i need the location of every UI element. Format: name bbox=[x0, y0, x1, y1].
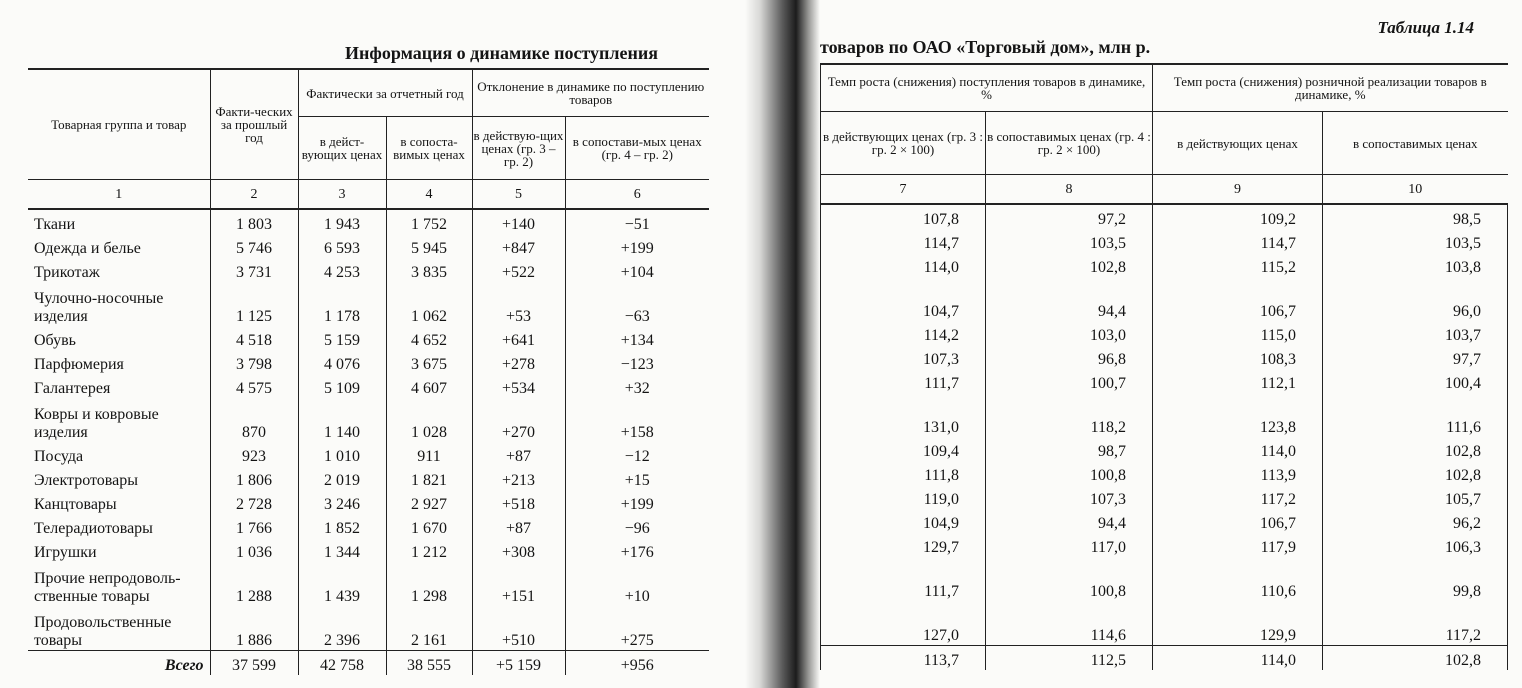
value-c2: 3 731 bbox=[210, 258, 298, 282]
value-c4: 1 298 bbox=[386, 562, 472, 606]
value-c5: +278 bbox=[472, 350, 565, 374]
value-c5: +213 bbox=[472, 466, 565, 490]
value-c6: −12 bbox=[624, 448, 650, 465]
value-c9: 106,7 bbox=[1153, 277, 1323, 321]
value-c8: 103,5 bbox=[986, 229, 1153, 253]
total-c2: 37 599 bbox=[210, 651, 298, 676]
product-name: Телерадиотовары bbox=[28, 514, 210, 538]
table-row bbox=[28, 234, 709, 258]
right-table-body bbox=[821, 204, 1508, 670]
value-c2: 1 766 bbox=[210, 514, 298, 538]
header-growth-retail: Темп роста (снижения) розничной реализации товаров в динамике, % bbox=[1153, 64, 1508, 112]
value-c8: 103,0 bbox=[986, 321, 1153, 345]
value-c6: −51 bbox=[624, 216, 650, 233]
value-c7: 114,0 bbox=[821, 253, 986, 277]
value-c9: 123,8 bbox=[1153, 393, 1323, 437]
value-c9: 113,9 bbox=[1153, 461, 1323, 485]
value-c3: 1 140 bbox=[298, 398, 386, 442]
col-number-2: 2 bbox=[210, 180, 298, 210]
product-name: Ковры и ковровые изделия bbox=[28, 398, 210, 442]
value-c4: 1 028 bbox=[386, 398, 472, 442]
value-c10: 98,5 bbox=[1323, 204, 1508, 229]
table-row bbox=[28, 282, 709, 326]
value-c10: 102,8 bbox=[1323, 437, 1508, 461]
value-c4: 1 062 bbox=[386, 282, 472, 326]
table-row bbox=[821, 253, 1508, 277]
value-c3: 1 439 bbox=[298, 562, 386, 606]
value-c5: +53 bbox=[472, 282, 565, 326]
value-c3: 2 019 bbox=[298, 466, 386, 490]
value-c3: 2 396 bbox=[298, 606, 386, 651]
value-c8: 118,2 bbox=[986, 393, 1153, 437]
value-c7: 127,0 bbox=[821, 601, 986, 646]
supply-table-right bbox=[820, 63, 1508, 670]
value-c9: 114,0 bbox=[1153, 437, 1323, 461]
value-c8: 107,3 bbox=[986, 485, 1153, 509]
value-c2: 923 bbox=[210, 442, 298, 466]
value-c4: 2 161 bbox=[386, 606, 472, 651]
total-c9: 114,0 bbox=[1153, 646, 1323, 671]
product-name: Электротовары bbox=[28, 466, 210, 490]
table-title-part2: товаров по ОАО «Торговый дом», млн р. bbox=[820, 37, 1151, 57]
value-c8: 94,4 bbox=[986, 277, 1153, 321]
product-name: Чулочно-носочные изделия bbox=[28, 282, 210, 326]
value-c7: 114,2 bbox=[821, 321, 986, 345]
value-c2: 2 728 bbox=[210, 490, 298, 514]
table-row bbox=[821, 229, 1508, 253]
product-name: Прочие непродоволь-ственные товары bbox=[28, 562, 210, 606]
value-c9: 106,7 bbox=[1153, 509, 1323, 533]
table-row bbox=[821, 277, 1508, 321]
value-c3: 4 253 bbox=[298, 258, 386, 282]
value-c8: 94,4 bbox=[986, 509, 1153, 533]
value-c9: 114,7 bbox=[1153, 229, 1323, 253]
header-growth-comparable: в сопоставимых ценах (гр. 4 : гр. 2 × 100) bbox=[986, 112, 1153, 175]
col-number-7: 7 bbox=[821, 175, 986, 205]
table-row bbox=[821, 461, 1508, 485]
total-c4: 38 555 bbox=[386, 651, 472, 676]
value-c10: 103,7 bbox=[1323, 321, 1508, 345]
value-c7: 111,7 bbox=[821, 369, 986, 393]
header-growth-current: в действующих ценах (гр. 3 : гр. 2 × 100) bbox=[821, 112, 986, 175]
table-row bbox=[28, 258, 709, 282]
value-c2: 1 803 bbox=[210, 209, 298, 234]
value-c5: +522 bbox=[472, 258, 565, 282]
table-row bbox=[28, 326, 709, 350]
value-c5: +308 bbox=[472, 538, 565, 562]
col-number-1: 1 bbox=[28, 180, 210, 210]
value-c9: 109,2 bbox=[1153, 204, 1323, 229]
value-c10: 102,8 bbox=[1323, 461, 1508, 485]
value-c2: 1 125 bbox=[210, 282, 298, 326]
value-c3: 6 593 bbox=[298, 234, 386, 258]
table-row bbox=[821, 204, 1508, 229]
value-c5: +847 bbox=[472, 234, 565, 258]
header-group: Товарная группа и товар bbox=[28, 69, 210, 180]
value-c6: −63 bbox=[624, 308, 650, 325]
total-c5: +5 159 bbox=[472, 651, 565, 676]
product-name: Канцтовары bbox=[28, 490, 210, 514]
table-row bbox=[821, 393, 1508, 437]
total-c6: +956 bbox=[565, 651, 709, 676]
value-c4: 5 945 bbox=[386, 234, 472, 258]
value-c6: +275 bbox=[620, 632, 654, 649]
product-name: Ткани bbox=[28, 209, 210, 234]
value-c9: 115,0 bbox=[1153, 321, 1323, 345]
value-c6: +15 bbox=[624, 472, 650, 489]
header-dev-comparable: в сопостави-мых ценах (гр. 4 – гр. 2) bbox=[565, 117, 709, 180]
value-c9: 117,2 bbox=[1153, 485, 1323, 509]
value-c3: 1 010 bbox=[298, 442, 386, 466]
table-row bbox=[821, 369, 1508, 393]
table-row bbox=[821, 533, 1508, 557]
table-row bbox=[28, 209, 709, 234]
col-number-4: 4 bbox=[386, 180, 472, 210]
value-c6: +158 bbox=[620, 424, 654, 441]
value-c6: +199 bbox=[620, 240, 654, 257]
col-number-10: 10 bbox=[1323, 175, 1508, 205]
value-c10: 111,6 bbox=[1323, 393, 1508, 437]
value-c4: 2 927 bbox=[386, 490, 472, 514]
value-c8: 100,8 bbox=[986, 557, 1153, 601]
product-name: Одежда и белье bbox=[28, 234, 210, 258]
value-c3: 5 159 bbox=[298, 326, 386, 350]
value-c2: 1 036 bbox=[210, 538, 298, 562]
table-title-part1: Информация о динамике поступления bbox=[345, 43, 658, 63]
value-c10: 96,0 bbox=[1323, 277, 1508, 321]
value-c4: 4 652 bbox=[386, 326, 472, 350]
header-dev-current: в действую-щих ценах (гр. 3 – гр. 2) bbox=[472, 117, 565, 180]
value-c3: 4 076 bbox=[298, 350, 386, 374]
value-c4: 1 670 bbox=[386, 514, 472, 538]
value-c7: 107,3 bbox=[821, 345, 986, 369]
value-c3: 1 344 bbox=[298, 538, 386, 562]
table-row bbox=[821, 437, 1508, 461]
value-c5: +151 bbox=[472, 562, 565, 606]
table-row bbox=[821, 601, 1508, 646]
value-c5: +140 bbox=[472, 209, 565, 234]
table-row bbox=[28, 374, 709, 398]
col-number-3: 3 bbox=[298, 180, 386, 210]
product-name: Галантерея bbox=[28, 374, 210, 398]
table-row bbox=[821, 345, 1508, 369]
value-c8: 100,8 bbox=[986, 461, 1153, 485]
value-c6: +199 bbox=[620, 496, 654, 513]
table-row bbox=[28, 442, 709, 466]
table-row bbox=[821, 485, 1508, 509]
product-name: Игрушки bbox=[28, 538, 210, 562]
value-c8: 97,2 bbox=[986, 204, 1153, 229]
value-c2: 3 798 bbox=[210, 350, 298, 374]
value-c10: 100,4 bbox=[1323, 369, 1508, 393]
value-c10: 117,2 bbox=[1323, 601, 1508, 646]
value-c9: 115,2 bbox=[1153, 253, 1323, 277]
table-row bbox=[821, 557, 1508, 601]
header-comparable-prices: в сопоста-вимых ценах bbox=[386, 117, 472, 180]
value-c10: 106,3 bbox=[1323, 533, 1508, 557]
value-c8: 98,7 bbox=[986, 437, 1153, 461]
value-c5: +510 bbox=[472, 606, 565, 651]
value-c5: +87 bbox=[472, 442, 565, 466]
value-c5: +518 bbox=[472, 490, 565, 514]
total-c10: 102,8 bbox=[1323, 646, 1508, 671]
value-c7: 104,9 bbox=[821, 509, 986, 533]
table-row bbox=[821, 321, 1508, 345]
col-number-6: 6 bbox=[565, 180, 709, 210]
value-c3: 1 943 bbox=[298, 209, 386, 234]
value-c9: 117,9 bbox=[1153, 533, 1323, 557]
table-row bbox=[28, 514, 709, 538]
value-c5: +641 bbox=[472, 326, 565, 350]
product-name: Продовольственные товары bbox=[28, 606, 210, 651]
header-deviation: Отклонение в динамике по поступлению товаров bbox=[472, 69, 709, 117]
value-c7: 119,0 bbox=[821, 485, 986, 509]
value-c3: 5 109 bbox=[298, 374, 386, 398]
left-table-body bbox=[28, 209, 709, 675]
value-c6: +134 bbox=[620, 332, 654, 349]
value-c6: −123 bbox=[620, 356, 654, 373]
value-c2: 4 518 bbox=[210, 326, 298, 350]
value-c4: 1 821 bbox=[386, 466, 472, 490]
value-c10: 105,7 bbox=[1323, 485, 1508, 509]
value-c5: +534 bbox=[472, 374, 565, 398]
header-growth-supply: Темп роста (снижения) поступления товаров в динамике, % bbox=[821, 64, 1153, 112]
total-c8: 112,5 bbox=[986, 646, 1153, 671]
value-c10: 97,7 bbox=[1323, 345, 1508, 369]
value-c7: 111,7 bbox=[821, 557, 986, 601]
col-number-8: 8 bbox=[986, 175, 1153, 205]
value-c7: 111,8 bbox=[821, 461, 986, 485]
value-c5: +87 bbox=[472, 514, 565, 538]
table-row bbox=[28, 562, 709, 606]
value-c4: 4 607 bbox=[386, 374, 472, 398]
value-c5: +270 bbox=[472, 398, 565, 442]
value-c4: 3 675 bbox=[386, 350, 472, 374]
value-c8: 100,7 bbox=[986, 369, 1153, 393]
value-c6: +32 bbox=[624, 380, 650, 397]
header-retail-current: в действующих ценах bbox=[1153, 112, 1323, 175]
value-c2: 5 746 bbox=[210, 234, 298, 258]
header-actual-reporting: Фактически за отчетный год bbox=[298, 69, 472, 117]
value-c6: −96 bbox=[624, 520, 650, 537]
value-c9: 110,6 bbox=[1153, 557, 1323, 601]
value-c2: 1 288 bbox=[210, 562, 298, 606]
header-prev-year: Факти-ческих за прошлый год bbox=[210, 69, 298, 180]
value-c4: 911 bbox=[386, 442, 472, 466]
table-row bbox=[28, 350, 709, 374]
value-c8: 117,0 bbox=[986, 533, 1153, 557]
value-c2: 1 806 bbox=[210, 466, 298, 490]
left-page bbox=[0, 0, 745, 688]
table-row bbox=[821, 509, 1508, 533]
total-c3: 42 758 bbox=[298, 651, 386, 676]
table-row bbox=[28, 398, 709, 442]
total-label: Всего bbox=[28, 651, 210, 676]
value-c6: +104 bbox=[620, 264, 654, 281]
table-row bbox=[28, 538, 709, 562]
value-c10: 103,5 bbox=[1323, 229, 1508, 253]
value-c7: 109,4 bbox=[821, 437, 986, 461]
value-c9: 108,3 bbox=[1153, 345, 1323, 369]
right-page bbox=[790, 0, 1522, 688]
value-c2: 1 886 bbox=[210, 606, 298, 651]
value-c3: 1 852 bbox=[298, 514, 386, 538]
value-c7: 104,7 bbox=[821, 277, 986, 321]
product-name: Парфюмерия bbox=[28, 350, 210, 374]
value-c4: 3 835 bbox=[386, 258, 472, 282]
value-c4: 1 752 bbox=[386, 209, 472, 234]
value-c10: 103,8 bbox=[1323, 253, 1508, 277]
table-row bbox=[28, 490, 709, 514]
product-name: Обувь bbox=[28, 326, 210, 350]
header-current-prices: в дейст-вующих ценах bbox=[298, 117, 386, 180]
value-c8: 102,8 bbox=[986, 253, 1153, 277]
total-row bbox=[821, 646, 1508, 671]
value-c10: 96,2 bbox=[1323, 509, 1508, 533]
value-c8: 96,8 bbox=[986, 345, 1153, 369]
col-number-5: 5 bbox=[472, 180, 565, 210]
total-c7: 113,7 bbox=[821, 646, 986, 671]
value-c3: 1 178 bbox=[298, 282, 386, 326]
value-c7: 131,0 bbox=[821, 393, 986, 437]
total-row bbox=[28, 651, 709, 676]
value-c6: +10 bbox=[624, 588, 650, 605]
table-number: Таблица 1.14 bbox=[1377, 18, 1474, 37]
value-c8: 114,6 bbox=[986, 601, 1153, 646]
header-retail-comparable: в сопоставимых ценах bbox=[1323, 112, 1508, 175]
value-c6: +176 bbox=[620, 544, 654, 561]
col-number-9: 9 bbox=[1153, 175, 1323, 205]
value-c9: 112,1 bbox=[1153, 369, 1323, 393]
value-c2: 4 575 bbox=[210, 374, 298, 398]
value-c7: 129,7 bbox=[821, 533, 986, 557]
table-row bbox=[28, 606, 709, 651]
value-c10: 99,8 bbox=[1323, 557, 1508, 601]
value-c3: 3 246 bbox=[298, 490, 386, 514]
product-name: Трикотаж bbox=[28, 258, 210, 282]
product-name: Посуда bbox=[28, 442, 210, 466]
table-row bbox=[28, 466, 709, 490]
supply-table-left bbox=[28, 68, 709, 675]
value-c7: 114,7 bbox=[821, 229, 986, 253]
value-c2: 870 bbox=[210, 398, 298, 442]
value-c7: 107,8 bbox=[821, 204, 986, 229]
value-c9: 129,9 bbox=[1153, 601, 1323, 646]
value-c4: 1 212 bbox=[386, 538, 472, 562]
